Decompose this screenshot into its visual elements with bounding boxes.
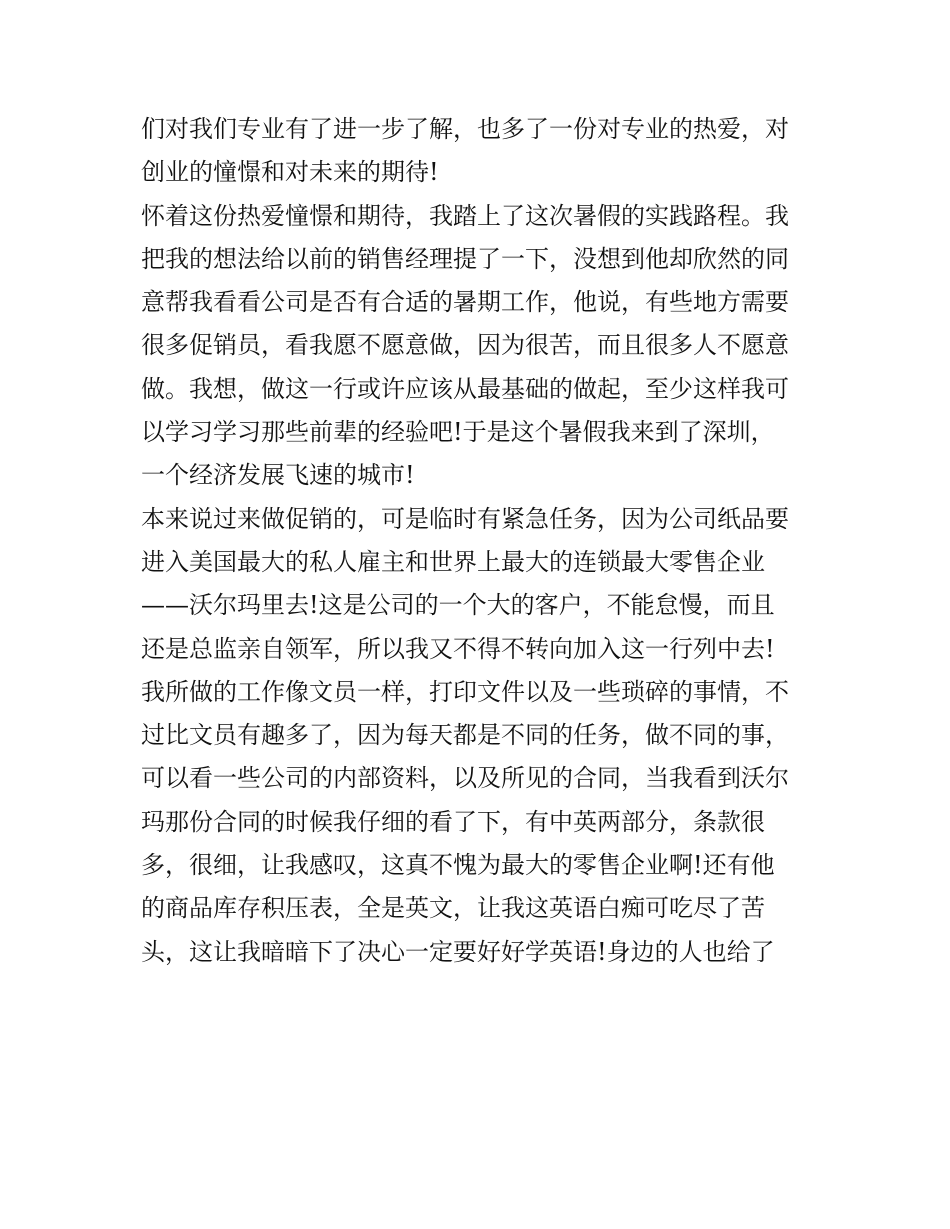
text-line-8: 以学习学习那些前辈的经验吧!于是这个暑假我来到了深圳， <box>141 418 775 447</box>
text-line-12: ——沃尔玛里去!这是公司的一个大的客户，不能怠慢，而且 <box>141 591 775 620</box>
text-line-3: 怀着这份热爱憧憬和期待，我踏上了这次暑假的实践路程。我 <box>141 201 789 230</box>
body-text <box>141 108 831 974</box>
text-line-6: 很多促销员，看我愿不愿意做，因为很苦，而且很多人不愿意 <box>141 331 789 360</box>
text-line-10: 本来说过来做促销的，可是临时有紧急任务，因为公司纸品要 <box>141 504 789 533</box>
text-line-20: 头，这让我暗暗下了决心一定要好好学英语!身边的人也给了 <box>141 937 775 966</box>
text-line-1: 们对我们专业有了进一步了解，也多了一份对专业的热爱，对 <box>141 115 789 143</box>
text-line-7: 做。我想，做这一行或许应该从最基础的做起，至少这样我可 <box>141 374 789 403</box>
text-line-4: 把我的想法给以前的销售经理提了一下，没想到他却欣然的同 <box>141 244 789 273</box>
text-line-16: 可以看一些公司的内部资料，以及所见的合同，当我看到沃尔 <box>141 764 789 793</box>
text-line-14: 我所做的工作像文员一样，打印文件以及一些琐碎的事情，不 <box>141 677 789 706</box>
text-line-17: 玛那份合同的时候我仔细的看了下，有中英两部分，条款很 <box>141 807 765 836</box>
text-line-5: 意帮我看看公司是否有合适的暑期工作，他说，有些地方需要 <box>141 288 789 317</box>
text-line-19: 的商品库存积压表，全是英文，让我这英语白痴可吃尽了苦 <box>141 894 765 923</box>
text-line-18: 多，很细，让我感叹，这真不愧为最大的零售企业啊!还有他 <box>141 851 775 880</box>
text-line-13: 还是总监亲自领军，所以我又不得不转向加入这一行列中去! <box>141 634 775 663</box>
text-line-15: 过比文员有趣多了，因为每天都是不同的任务，做不同的事， <box>141 721 789 750</box>
text-line-11: 进入美国最大的私人雇主和世界上最大的连锁最大零售企业 <box>141 547 765 576</box>
text-line-2: 创业的憧憬和对未来的期待! <box>141 158 439 187</box>
text-line-9: 一个经济发展飞速的城市! <box>141 461 415 490</box>
